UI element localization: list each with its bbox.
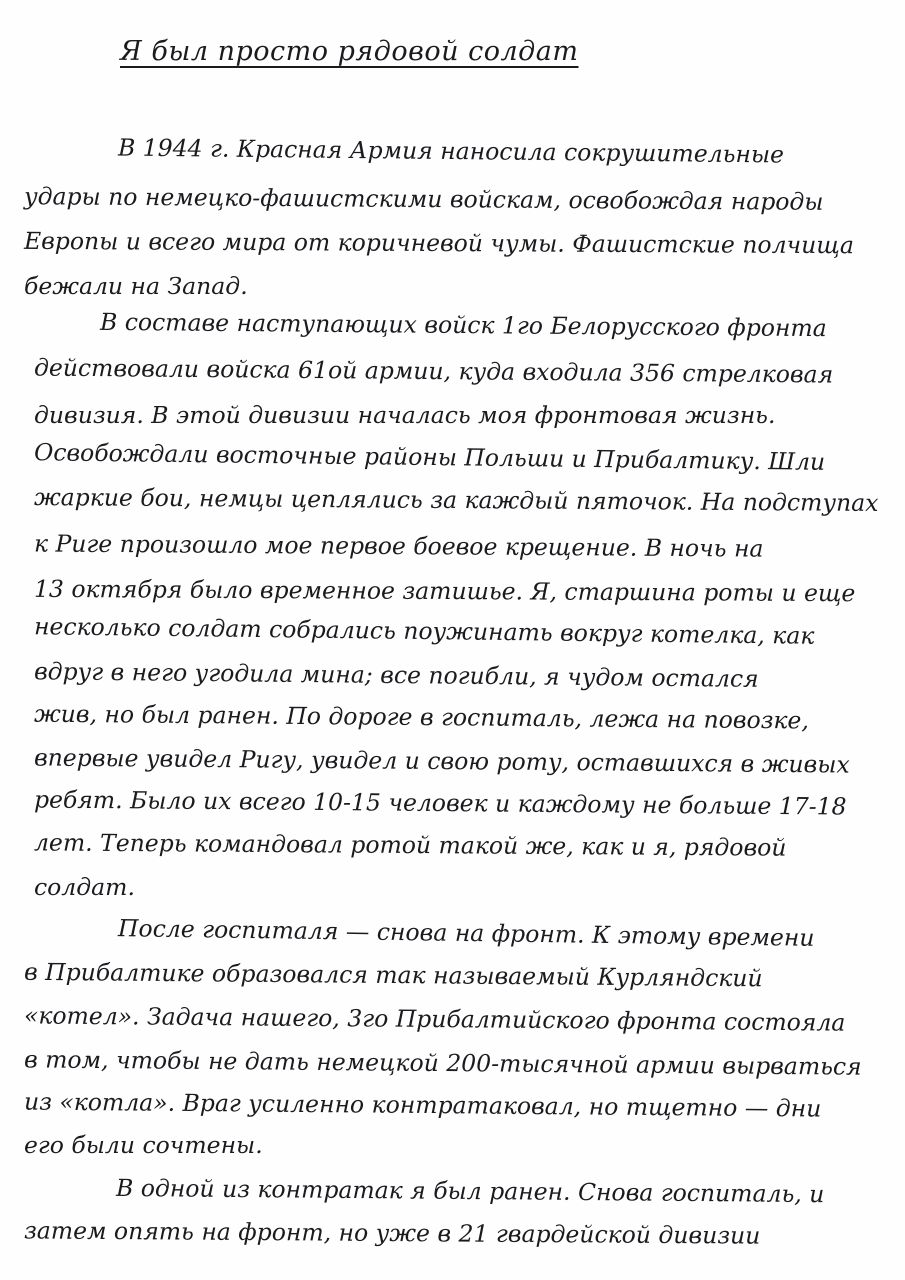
text-line: Европы и всего мира от коричневой чумы. Фашистские полчища (23, 226, 854, 260)
text-line: 13 октября было временное затишье. Я, старшина роты и еще (33, 574, 856, 608)
text-line: несколько солдат собрались поужинать вокруг котелка, как (33, 612, 815, 650)
text-line: ребят. Было их всего 10-15 человек и каждому не больше 17-18 (33, 785, 847, 821)
text-line: Освобождали восточные районы Польши и Прибалтику. Шли (33, 438, 826, 476)
text-line: в Прибалтике образовался так называемый Курляндский (23, 957, 763, 993)
text-line: После госпиталя — снова на фронт. К этому времени (117, 914, 815, 952)
text-line: солдат. (34, 873, 135, 901)
text-line: В 1944 г. Красная Армия наносила сокрушительные (117, 133, 785, 169)
text-line: дивизия. В этой дивизии началась моя фронтовая жизнь. (34, 401, 776, 429)
text-line: затем опять на фронт, но уже в 21 гвардейской дивизии (23, 1216, 761, 1250)
text-line: действовали войска 61ой армии, куда входила 356 стрелковая (33, 353, 834, 389)
text-line: его были сочтены. (24, 1131, 263, 1159)
text-line: вдруг в него угодила мина; все погибли, я чудом остался (33, 657, 759, 693)
text-line: лет. Теперь командовал ротой такой же, как и я, рядовой (33, 828, 787, 862)
text-line: из «котла». Враг усиленно контратаковал, но тщетно — дни (23, 1087, 822, 1123)
text-line: В одной из контратак я был ранен. Снова госпиталь, и (115, 1173, 825, 1209)
text-line: в том, чтобы не дать немецкой 200-тысячной армии вырваться (23, 1045, 862, 1081)
text-line: удары по немецко-фашистскими войскам, освобождая народы (23, 182, 824, 216)
text-line: бежали на Запад. (24, 272, 248, 300)
text-line: впервые увидел Ригу, увидел и свою роту, оставшихся в живых (33, 743, 850, 779)
text-line: жив, но был ранен. По дороге в госпиталь, лежа на повозке, (33, 699, 810, 735)
text-line: жаркие бои, немцы цеплялись за каждый пяточок. На подступах (33, 483, 879, 517)
text-line: В составе наступающих войск 1го Белорусского фронта (99, 307, 827, 343)
page-title: Я был просто рядовой солдат (120, 36, 579, 67)
text-line: «котел». Задача нашего, 3го Прибалтийского фронта состояла (23, 1001, 846, 1037)
text-line: к Риге произошло мое первое боевое крещение. В ночь на (33, 529, 764, 563)
